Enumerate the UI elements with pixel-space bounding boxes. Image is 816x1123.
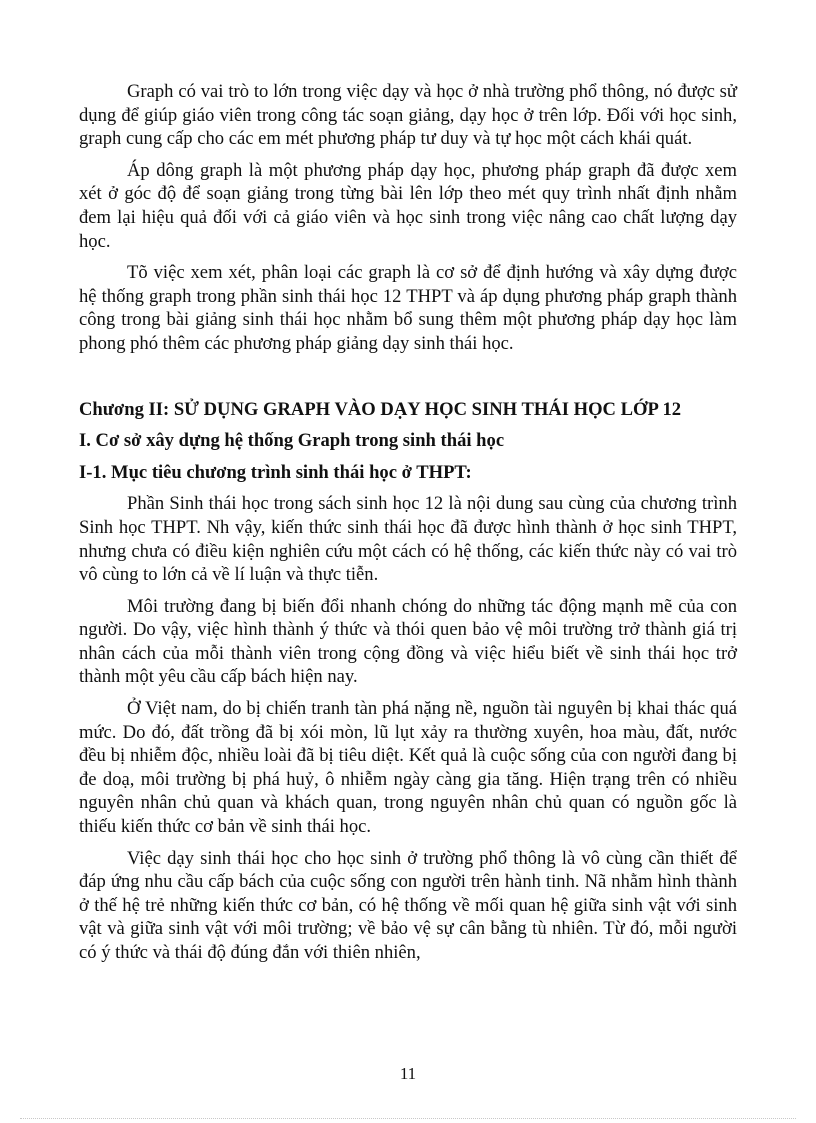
- body-paragraph-4: Việc dạy sinh thái học cho học sinh ở trường phổ thông là vô cùng cần thiết để đáp ứng nhu cầu cấp bách của cuộc sống con người trên hành tinh. Nã nhằm hình thành ở thế hệ trẻ những kiến thức cơ bản, có hệ thống về mối quan hệ giữa sinh vật với sinh vật và giữa sinh vật với môi trường; về bảo vệ sự cân bằng tù nhiên. Từ đó, mỗi người có ý thức và thái độ đúng đắn với thiên nhiên,: [79, 847, 737, 963]
- page-number: 11: [399, 1064, 417, 1083]
- body-paragraph-1: Phần Sinh thái học trong sách sinh học 12 là nội dung sau cùng của chương trình Sinh học THPT. Nh vậy, kiến thức sinh thái học đã được hình thành ở học sinh THPT, nhưng chưa có điều kiện nghiên cứu một cách có hệ thống, các kiến thức này có vai trò vô cùng to lớn cả về lí luận và thực tiễn.: [79, 493, 737, 586]
- body-paragraph-3: Ở Việt nam, do bị chiến tranh tàn phá nặng nề, nguồn tài nguyên bị khai thác quá mức. Do đó, đất trồng đã bị xói mòn, lũ lụt xảy ra thường xuyên, hoa màu, đất, nước đều bị nhiễm độc, nhiều loài đã bị tiêu diệt. Kết quả là cuộc sống của con người đang bị đe doạ, môi trường bị phá huỷ, ô nhiễm ngày càng gia tăng. Hiện trạng trên có nhiều nguyên nhân chủ quan và khách quan, trong nguyên nhân chủ quan có nguồn gốc là thiếu kiến thức cơ bản về sinh thái học.: [79, 698, 737, 838]
- body-paragraph-2: Môi trường đang bị biến đổi nhanh chóng do những tác động mạnh mẽ của con người. Do vậy, việc hình thành ý thức và thói quen bảo vệ môi trường trở thành giá trị nhân cách của mỗi thành viên trong cộng đồng và việc hiểu biết về sinh thái học trở thành một yêu cầu cấp bách hiện nay.: [79, 595, 737, 688]
- section-heading: I. Cơ sở xây dựng hệ thống Graph trong sinh thái học: [79, 430, 505, 452]
- document-page: [79, 80, 737, 973]
- page-bottom-divider: [20, 1118, 796, 1119]
- intro-paragraph-1: Graph có vai trò to lớn trong việc dạy và học ở nhà trường phổ thông, nó được sử dụng để giúp giáo viên trong công tác soạn giảng, dạy học ở trên lớp. Đối với học sinh, graph cung cấp cho các em mét phương pháp tư duy và tự học một cách khái quát.: [79, 81, 737, 150]
- intro-paragraph-3: Tõ việc xem xét, phân loại các graph là cơ sở để định hướng và xây dựng được hệ thống graph trong phần sinh thái học 12 THPT và áp dụng phương pháp graph thành công trong bài giảng sinh thái học nhằm bổ sung thêm một phương pháp dạy học làm phong phó thêm các phương pháp giảng dạy sinh thái học.: [79, 262, 737, 354]
- chapter-title: Chương II: SỬ DỤNG GRAPH VÀO DẠY HỌC SINH THÁI HỌC LỚP 12: [79, 398, 682, 420]
- intro-paragraph-2: Áp dông graph là một phương pháp dạy học, phương pháp graph đã được xem xét ở góc độ để soạn giảng trong từng bài lên lớp theo mét quy trình nhất định nhằm đem lại hiệu quả đối với cả giáo viên và học sinh trong việc nâng cao chất lượng dạy học.: [79, 159, 737, 252]
- subsection-heading: I-1. Mục tiêu chương trình sinh thái học ở THPT:: [79, 461, 472, 483]
